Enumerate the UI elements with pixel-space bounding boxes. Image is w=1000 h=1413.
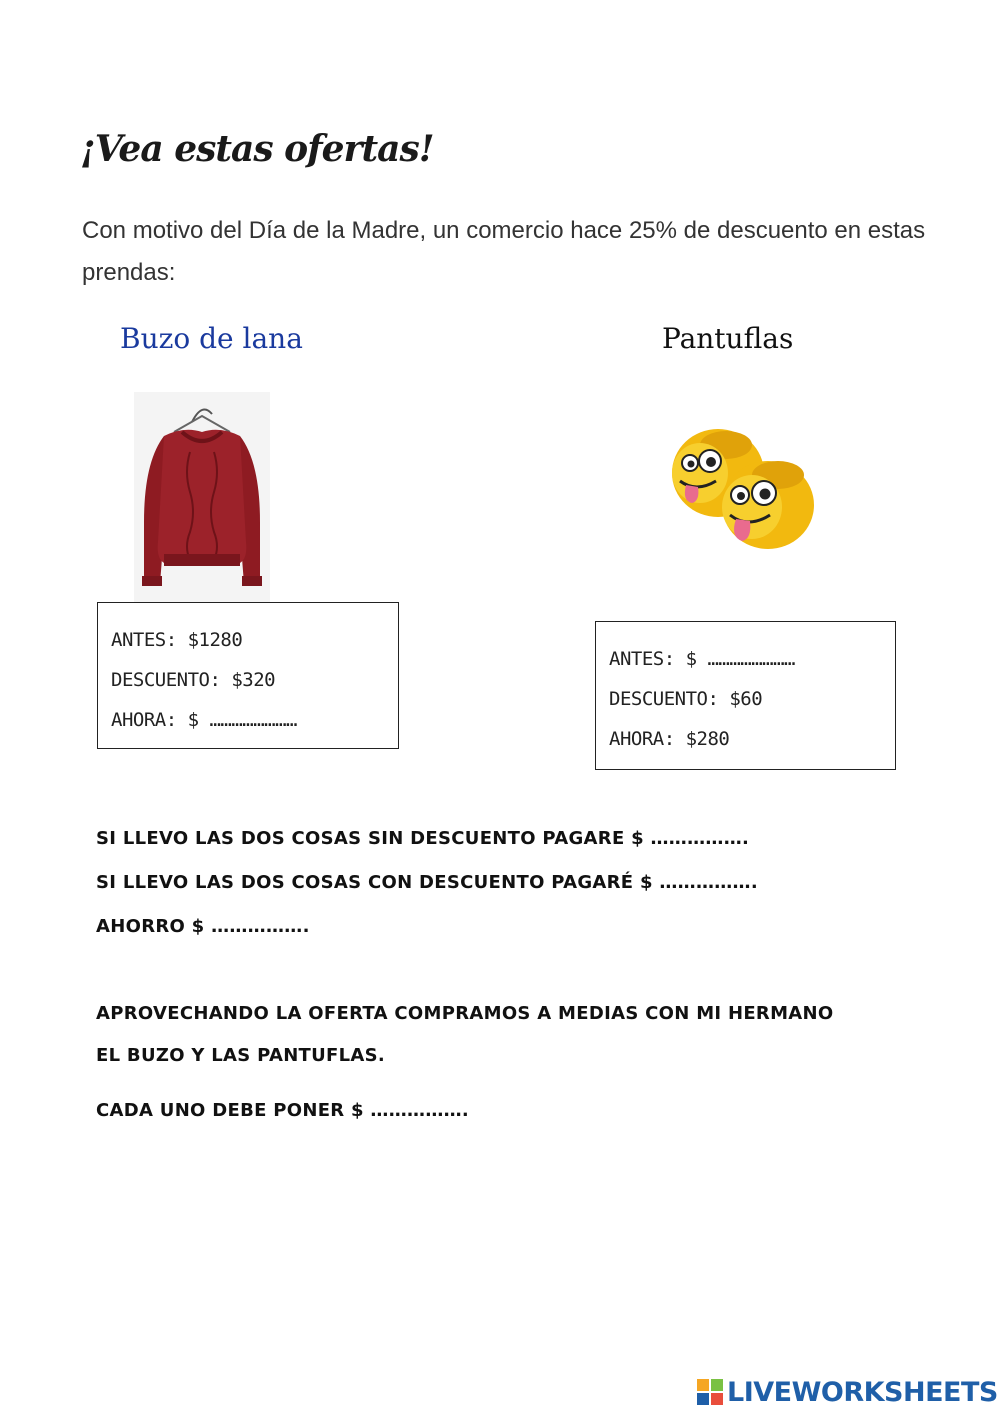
price-box-pantuflas	[595, 621, 896, 770]
price-antes-buzo: ANTES: $1280	[111, 629, 243, 651]
price-ahora-buzo[interactable]: AHORA: $ ……………………	[111, 709, 297, 731]
question-sin-descuento[interactable]: SI LLEVO LAS DOS COSAS SIN DESCUENTO PAGARE $ …………….	[96, 828, 750, 849]
price-descuento-buzo: DESCUENTO: $320	[111, 669, 276, 691]
price-box-buzo	[97, 602, 399, 749]
slippers-image	[660, 415, 820, 555]
liveworksheets-logo-icon	[697, 1379, 723, 1405]
liveworksheets-logo	[697, 1376, 998, 1408]
page-title: ¡Vea estas ofertas!	[80, 128, 434, 170]
sweater-image	[134, 392, 270, 602]
question-medias-line2: EL BUZO Y LAS PANTUFLAS.	[96, 1045, 386, 1066]
product-label-buzo: Buzo de lana	[120, 322, 303, 355]
price-ahora-pantuflas: AHORA: $280	[609, 728, 730, 750]
intro-text: Con motivo del Día de la Madre, un comercio hace 25% de descuento en estas prendas:	[82, 217, 926, 286]
liveworksheets-text: LIVEWORKSHEETS	[727, 1376, 998, 1408]
question-ahorro[interactable]: AHORRO $ …………….	[96, 916, 310, 937]
product-label-pantuflas: Pantuflas	[662, 322, 794, 355]
question-con-descuento[interactable]: SI LLEVO LAS DOS COSAS CON DESCUENTO PAGARÉ $ …………….	[96, 872, 758, 893]
question-cada-uno[interactable]: CADA UNO DEBE PONER $ …………….	[96, 1100, 470, 1121]
question-medias-line1: APROVECHANDO LA OFERTA COMPRAMOS A MEDIAS CON MI HERMANO	[96, 1003, 834, 1024]
price-antes-pantuflas[interactable]: ANTES: $ ……………………	[609, 648, 795, 670]
price-descuento-pantuflas: DESCUENTO: $60	[609, 688, 763, 710]
